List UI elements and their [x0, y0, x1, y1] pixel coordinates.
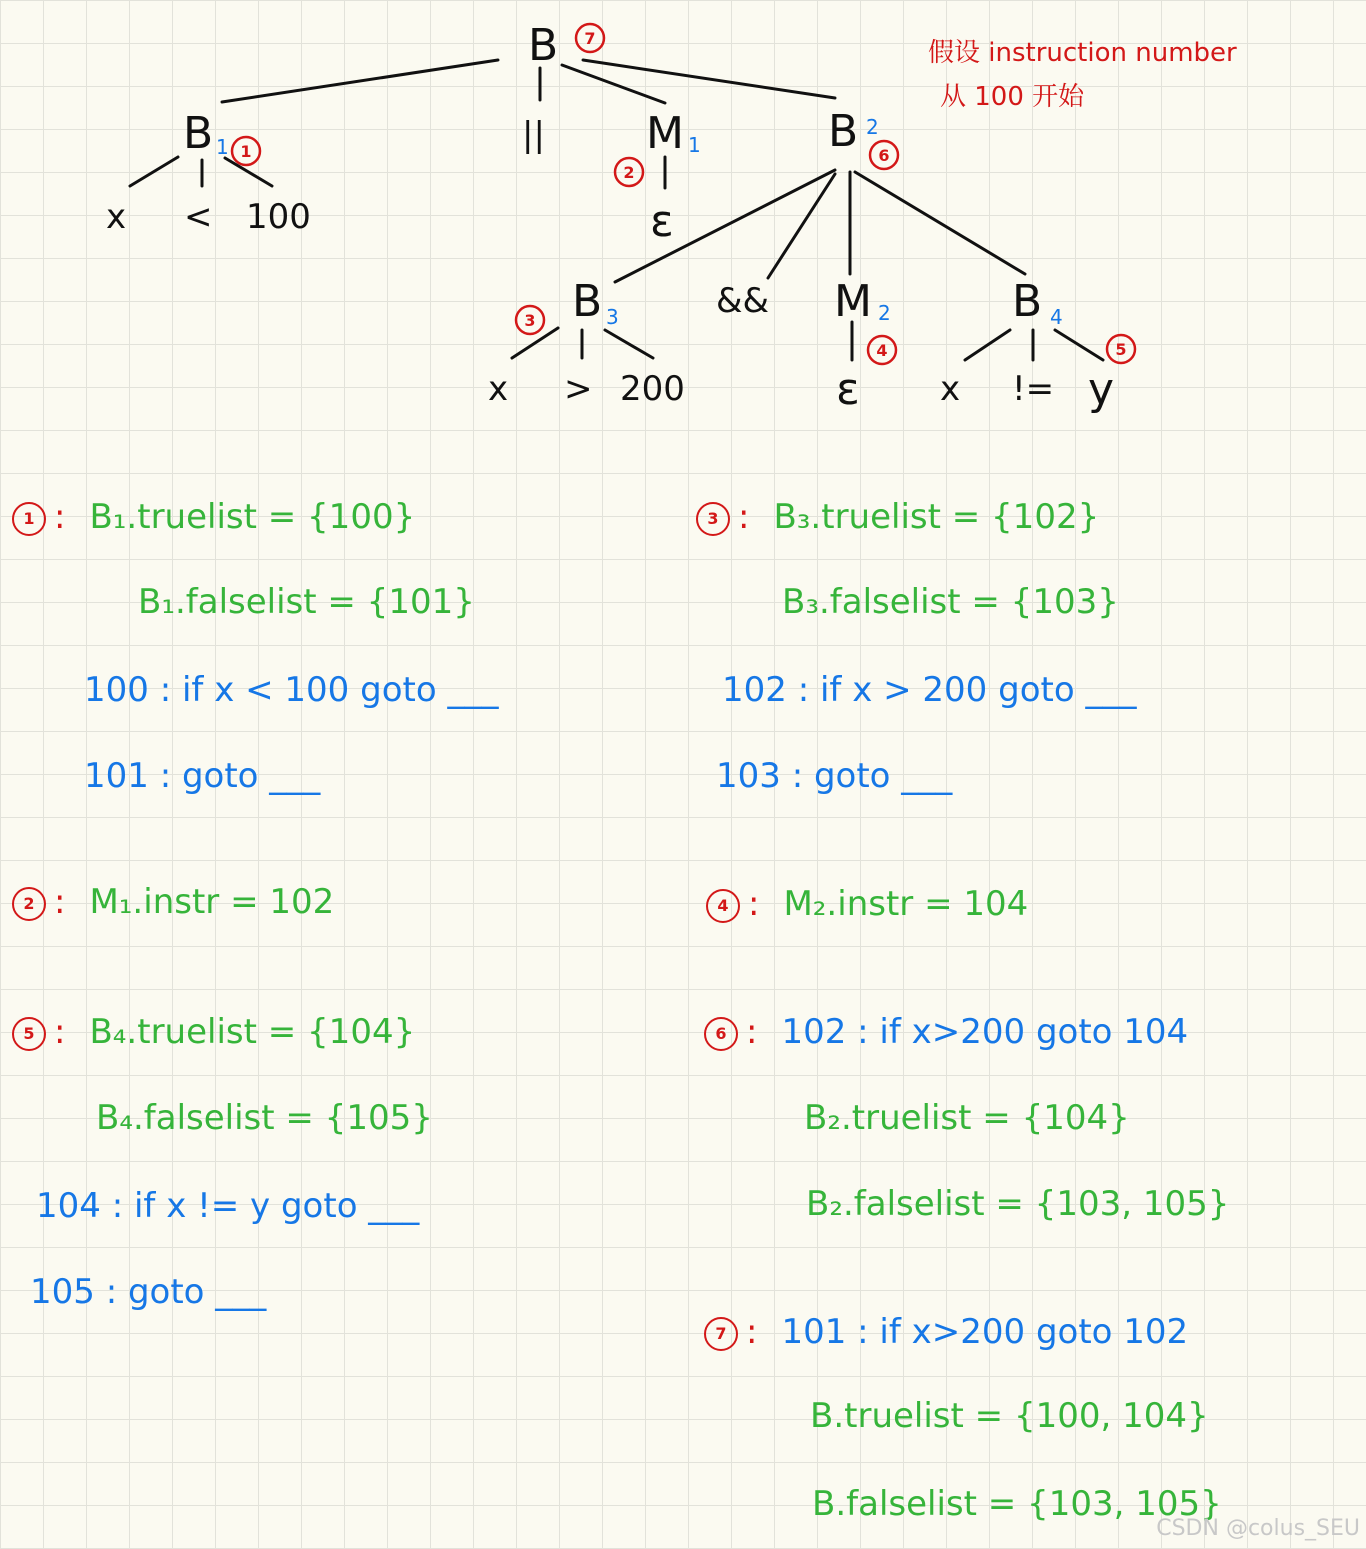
node-B1: B: [183, 108, 214, 159]
node-and: &&: [716, 281, 770, 321]
step-7-marker: 7: [704, 1317, 738, 1351]
step-6-truelist: B₂.truelist = {104}: [804, 1098, 1130, 1138]
step-5-truelist: 5 : B₄.truelist = {104}: [12, 1012, 415, 1052]
step-1-falselist: B₁.falselist = {101}: [138, 582, 475, 622]
node-M1: M: [646, 108, 684, 159]
step-6-falselist: B₂.falselist = {103, 105}: [806, 1184, 1230, 1224]
step-1-marker: 1: [12, 502, 46, 536]
marker-6: [870, 141, 898, 169]
step-1-truelist: 1 : B₁.truelist = {100}: [12, 497, 415, 537]
node-x2: x: [488, 369, 509, 409]
step-4: 4 : M₂.instr = 104: [706, 884, 1028, 924]
svg-text:3: 3: [524, 311, 536, 330]
marker-5: [1107, 335, 1135, 363]
node-M2-subscript: 2: [878, 301, 891, 325]
node-epsilon-2: ε: [836, 364, 860, 415]
node-200: 200: [620, 369, 685, 409]
node-B4-subscript: 4: [1050, 305, 1063, 329]
note-line-1: 假设 instruction number: [928, 38, 1237, 68]
svg-text:2: 2: [623, 163, 635, 182]
watermark: CSDN @colus_SEU: [1156, 1516, 1360, 1541]
marker-7: [576, 24, 604, 52]
step-5-falselist: B₄.falselist = {105}: [96, 1098, 433, 1138]
marker-4: [868, 336, 896, 364]
step-7-backpatch: 7 : 101 : if x>200 goto 102: [704, 1312, 1188, 1352]
node-100: 100: [246, 197, 311, 237]
step-6-line-1: 102 : if x>200 goto 104: [781, 1012, 1189, 1052]
node-B2-subscript: 2: [866, 115, 879, 139]
step-4-marker: 4: [706, 889, 740, 923]
svg-text:6: 6: [878, 146, 890, 165]
svg-text:5: 5: [1115, 340, 1127, 359]
step-5-line-1: B₄.truelist = {104}: [89, 1012, 416, 1052]
svg-text:4: 4: [876, 341, 888, 360]
node-M1-subscript: 1: [688, 133, 701, 157]
node-M2: M: [834, 276, 872, 327]
node-or: ||: [522, 115, 545, 155]
marker-1: [232, 137, 260, 165]
step-3-instr-102: 102 : if x > 200 goto ___: [722, 670, 1137, 710]
marker-3: [516, 306, 544, 334]
node-ne: !=: [1012, 369, 1055, 409]
node-epsilon-1: ε: [650, 196, 674, 247]
node-B4: B: [1012, 276, 1043, 327]
step-1-line-1: B₁.truelist = {100}: [89, 497, 416, 537]
node-x1: x: [106, 197, 127, 237]
svg-text:7: 7: [584, 29, 596, 48]
step-3-marker: 3: [696, 502, 730, 536]
node-B: B: [528, 20, 559, 71]
node-B1-subscript: 1: [216, 135, 229, 159]
step-5-instr-105: 105 : goto ___: [30, 1272, 267, 1312]
node-x3: x: [940, 369, 961, 409]
step-2: 2 : M₁.instr = 102: [12, 882, 334, 922]
step-2-marker: 2: [12, 887, 46, 921]
node-B2: B: [828, 106, 859, 157]
step-5-marker: 5: [12, 1017, 46, 1051]
step-3-truelist: 3 : B₃.truelist = {102}: [696, 497, 1099, 537]
svg-text:1: 1: [240, 142, 252, 161]
step-3-line-1: B₃.truelist = {102}: [773, 497, 1100, 537]
step-5-instr-104: 104 : if x != y goto ___: [36, 1186, 420, 1226]
marker-2: [615, 158, 643, 186]
step-6-backpatch: 6 : 102 : if x>200 goto 104: [704, 1012, 1188, 1052]
step-7-line-1: 101 : if x>200 goto 102: [781, 1312, 1189, 1352]
node-B3: B: [572, 276, 603, 327]
node-gt: >: [564, 369, 593, 409]
note-line-2: 从 100 开始: [940, 82, 1085, 112]
step-3-instr-103: 103 : goto ___: [716, 756, 953, 796]
node-lt: <: [184, 197, 213, 237]
step-7-falselist: B.falselist = {103, 105}: [812, 1484, 1222, 1524]
node-y: y: [1088, 364, 1115, 415]
step-7-truelist: B.truelist = {100, 104}: [810, 1396, 1209, 1436]
step-2-line-1: M₁.instr = 102: [89, 882, 335, 922]
step-4-line-1: M₂.instr = 104: [783, 884, 1029, 924]
step-1-instr-101: 101 : goto ___: [84, 756, 321, 796]
node-B3-subscript: 3: [606, 305, 619, 329]
step-6-marker: 6: [704, 1017, 738, 1051]
step-3-falselist: B₃.falselist = {103}: [782, 582, 1119, 622]
step-1-instr-100: 100 : if x < 100 goto ___: [84, 670, 499, 710]
